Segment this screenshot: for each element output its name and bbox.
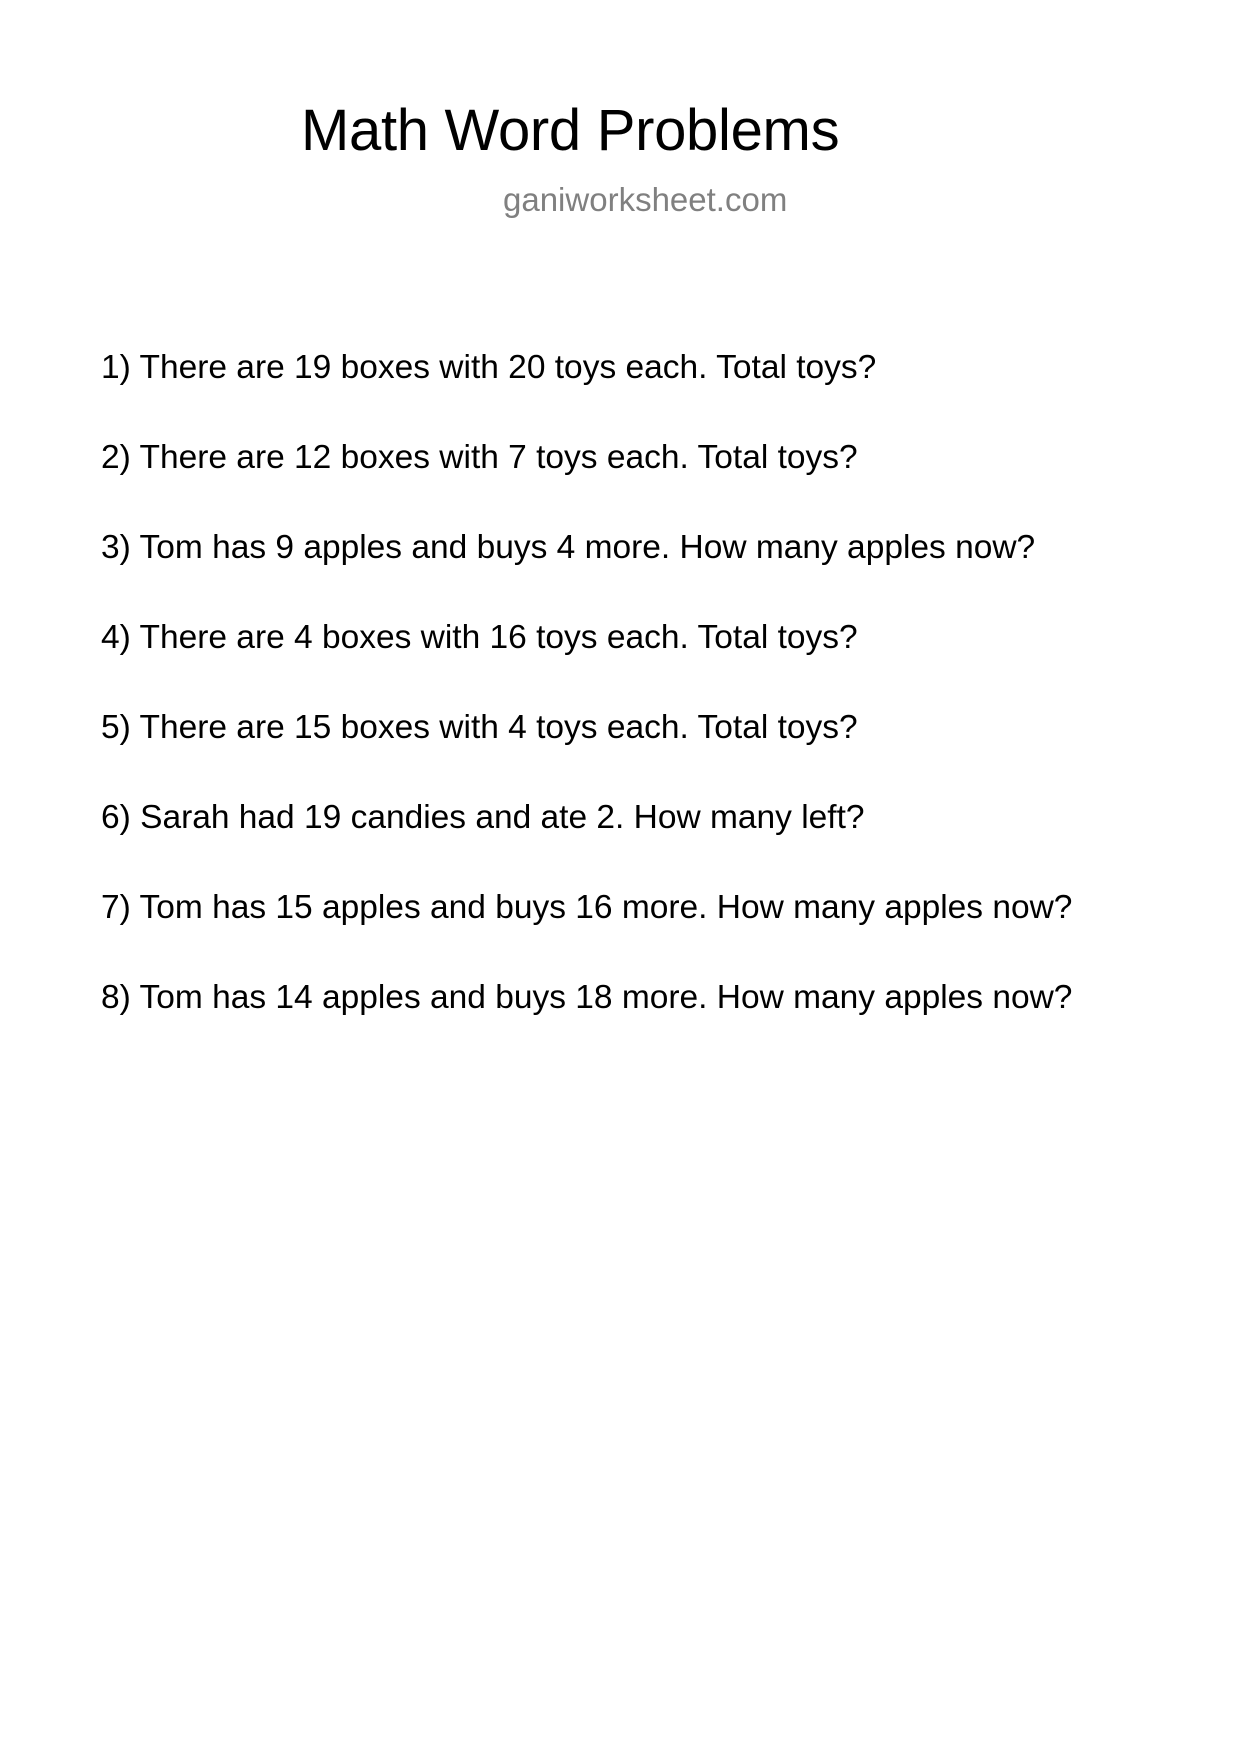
source-website: ganiworksheet.com xyxy=(503,181,788,218)
problem-item-2: 2) There are 12 boxes with 7 toys each. Total toys? xyxy=(101,439,858,476)
problem-item-4: 4) There are 4 boxes with 16 toys each. Total toys? xyxy=(101,619,858,656)
problem-item-5: 5) There are 15 boxes with 4 toys each. Total toys? xyxy=(101,709,858,746)
page-title: Math Word Problems xyxy=(301,98,840,163)
problem-item-6: 6) Sarah had 19 candies and ate 2. How many left? xyxy=(101,799,865,836)
problem-list xyxy=(101,348,1072,1068)
problem-item-8: 8) Tom has 14 apples and buys 18 more. How many apples now? xyxy=(101,979,1073,1016)
problem-item-1: 1) There are 19 boxes with 20 toys each. Total toys? xyxy=(101,349,877,386)
problem-item-7: 7) Tom has 15 apples and buys 16 more. How many apples now? xyxy=(101,889,1073,926)
problem-item-3: 3) Tom has 9 apples and buys 4 more. How many apples now? xyxy=(101,529,1036,566)
